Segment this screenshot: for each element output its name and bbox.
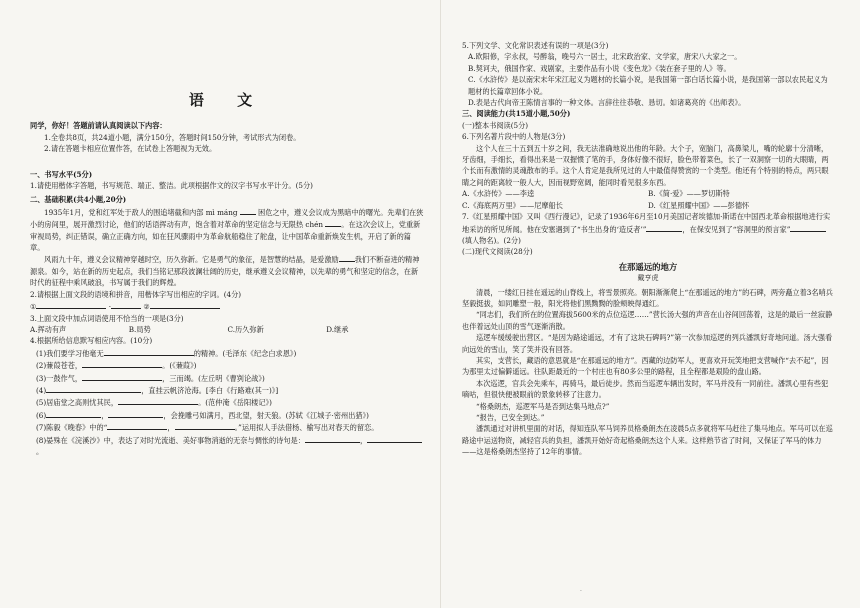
left-column: [30, 0, 425, 457]
subsection-1: (一)整本书阅读(5分): [462, 120, 529, 130]
q6-option-c[interactable]: C.《海底两万里》——尼摩船长: [462, 200, 563, 210]
page-dot: ·: [580, 588, 582, 595]
blank-3[interactable]: [339, 253, 355, 262]
story-paragraph: “报告，已安全到达。”: [476, 413, 545, 422]
blank-1[interactable]: [240, 206, 256, 215]
answer-blank-1[interactable]: [36, 300, 106, 309]
story-paragraph: 清晨，一缕红日挂在遥远的山脊线上，将雪景照亮。朝阳渐渐爬上“在那遥远的地方”的石碑，两旁矗立着3名哨兵坚毅挺拔，如同雕塑一般，阳光将他们黑黝黝的脸颊映得通红。: [462, 287, 833, 308]
greeting: 同学，你好！答题前请认真阅读以下内容：: [30, 121, 167, 131]
question-5: 5.下列文学、文化常识表述有误的一项是(3分): [462, 41, 609, 50]
page-fold: [440, 0, 441, 608]
q5-option-c[interactable]: C.《水浒传》是以南宋末年宋江起义为题材的长篇小说，是我国第一部白话长篇小说，是我国第一部以农民起义为题材的长篇章回体小说。: [468, 75, 828, 96]
answer-blank-1b[interactable]: [111, 300, 141, 309]
recite-4: (4) ，直挂云帆济沧海。[李白《行路难(其一)》]: [36, 385, 279, 395]
question-4: 4.根据所给信息默写相应内容。(10分): [30, 336, 153, 346]
question-6: 6.下列名著片段中的人物是(3分): [462, 132, 566, 142]
story-paragraph: “格桑朗杰，巡逻军马是否到达集马地点?”: [476, 401, 610, 411]
question-3: 3.上面文段中加点词语使用不恰当的一项是(3分): [30, 313, 184, 323]
question-7: 7.《红星照耀中国》又叫《西行漫记》，记录了1936年6月至10月美国记者埃德加·斯诺在中国西北革命根据地进行实地采访的所见所闻。他在安塞遇到了“书生出身的‘造反者’” ，在保安见到了“容洞里的预言家”(填人物名)。(2分): [462, 212, 831, 245]
q6-passage: 这个人在三十五到五十岁之间，我无法准确地说出他的年龄。大个子，宽脑门，高鼻梁儿，嘴的轮廓十分清晰，牙齿细，手细长，看得出来是一双握惯了笔的手，身体好像不很好，脸色带着菜色，长了一双洞察一切的大眼睛，两个长而有激情的灵魂散布的手。这个人肯定是我所见过的人中最值得赞赏的一个类型。他还有个特别的特点，两只眼睛之间的距离较一般人大，因而视野宽阔，能同时看见很多东西。: [462, 143, 829, 187]
story-paragraph: 潘凯通过对讲机里面的对话，得知连队军马饲养员格桑朗杰在凌晨5点多就将军马赶往了集马地点。军马可以在巡路途中运送物资，减轻官兵的负担，潘凯开始好奇起格桑朗杰这个人来。这样熟节省了时间，又保证了军马的体力——这是格桑朗杰坚持了12年的事情。: [462, 424, 833, 457]
page-title: 语 文: [188, 91, 267, 109]
q6-option-b[interactable]: B.《简·爱》——罗切斯特: [648, 189, 730, 199]
option-d[interactable]: D.继承: [326, 324, 349, 334]
question-3-options: [30, 324, 425, 335]
story-title: 在那遥远的地方: [618, 261, 678, 272]
story-paragraph: “同志们，我们所在的位置海拔5600米的点位巡逻……”营长汤大强的声音在山谷间回荡着，这是的最后一丝寂静也伴着远处山顶的雪气逐渐消散。: [462, 310, 833, 331]
recite-6: (6) ， ，会挽雕弓如满月，西北望，射天狼。(苏轼《江城子·密州出猎》): [36, 410, 369, 420]
question-1: 1.请使用楷体字答题，书写规范、端正、整洁。此项根据作文的汉字书写水平计分。(5分): [30, 181, 313, 191]
notice-2: 2.请在答题卡相应位置作答，在试卷上答题视为无效。: [44, 144, 217, 154]
q6-options-row2: [462, 200, 834, 211]
question-2-blanks: ① · ②: [30, 300, 425, 312]
option-a[interactable]: A.挥动有声: [30, 324, 67, 334]
question-2: 2.请根据上面文段的语境和拼音，用楷体字写出相应的字词。(4分): [30, 289, 242, 299]
q5-option-d[interactable]: D.表是古代向帝王陈情言事的一种文体。言辞往往恭敬、恳切。如诸葛亮的《出师表》。: [468, 98, 746, 108]
recite-5: (5)居庙堂之高则忧其民， 。(范仲淹《岳阳楼记》): [36, 398, 272, 408]
q5-option-b[interactable]: B.契诃夫，俄国作家、戏剧家，主要作品有小说《变色龙》《装在套子里的人》等。: [468, 63, 731, 73]
q5-option-a[interactable]: A.欧阳修，字永叔，号醉翁，晚号六一居士，北宋政治家、文学家，唐宋八大家之一。: [468, 52, 742, 62]
option-b[interactable]: B.局势: [128, 324, 151, 334]
blank-2[interactable]: [325, 218, 341, 227]
q6-options-row1: [462, 188, 834, 199]
story-author: 戴亨虎: [637, 274, 659, 283]
story-paragraph: 巡逻车缓缓驶出营区。“是因为路途遥远，才有了这块石碑吗?”第一次参加巡逻的列兵潘凯好奇地问道。汤大强看向远处的雪山，笑了笑并没有回答。: [462, 333, 833, 354]
option-c[interactable]: C.历久弥新: [227, 324, 264, 334]
answer-blank-2[interactable]: [150, 300, 220, 309]
section-2-heading: 二、基础积累(共4小题,20分): [30, 195, 127, 205]
passage-paragraph-1: 1935年1月，党和红军处于敌人的围追堵截和内部 mì máng 困危之中，遵义会议成为黑暗中的曙光。先辈们在狭小的房间里，展开激烈讨论，他们的话语挥动有声，饱含着对革命的坚定信念与无限热 chén 。在这次会议上，党重新审视局势，纠正错误，确立正确方向，如在狂风骤雨中为革命航船稳住了舵盘，让中国革命重新焕发生机，开启了新的篇章。: [30, 207, 424, 253]
story-paragraph: 本次巡逻，官兵会先乘车，再骑马，最后徒步。然而当巡逻车辆出发时，军马并没有一同前往。潘凯心里有些犯嘀咕，但很快便被眼前的景象转移了注意力。: [462, 378, 829, 400]
recite-2: (2)蒹葭苍苍， 。(《蒹葭》): [36, 361, 197, 371]
recite-3: (3)一鼓作气， ，三而竭。(左丘明《曹刿论战》): [36, 373, 265, 383]
q6-option-d[interactable]: D.《红星照耀中国》——彭德怀: [648, 200, 750, 210]
q6-option-a[interactable]: A.《水浒传》——李逵: [462, 189, 535, 199]
section-1-heading: 一、书写水平(5分): [30, 169, 93, 179]
subsection-2: (二)现代文阅读(28分): [462, 247, 533, 257]
recite-8: (8)晏殊在《浣溪沙》中，表达了对时光流逝、美好事物消逝的无奈与惆怅的诗句是： ，。: [30, 434, 425, 458]
notice-1: 1.全卷共8页，共24道小题，满分150分，答题时间150分钟，考试形式为闭卷。: [44, 132, 301, 142]
right-column: [462, 40, 834, 458]
recite-7: (7)陈毅《晚春》中的“ ， 。”运用拟人手法借杨、榆写出对春天的留恋。: [36, 423, 379, 433]
section-3-heading: 三、阅读能力(共15道小题,50分): [462, 109, 571, 119]
passage-paragraph-2: 风雨九十年，遵义会议精神穿越时空，历久弥新。它是勇气的象征，是智慧的结晶，是爱激励 我们不断奋进的精神源泉。如今，站在新的历史起点，我们当铭记那段波澜壮阔的历史，继承遵义会议精神，以先辈的勇气和坚定的信念，在新时代的征程中乘风破浪，书写属于我们的辉煌。: [30, 255, 420, 288]
q7-blank-1[interactable]: [646, 223, 682, 232]
story-paragraph: 其实，支营长，藏语的意思就是“在那遥远的地方”。西藏的边防军人，更喜欢开玩笑地把支营喊作“去不起”，因为那里太过偏僻遥远。往队距最近的一个村庄也有80多公里的路程，且全程都是艰险的盘山路。: [462, 355, 829, 377]
q7-blank-2[interactable]: [790, 223, 826, 232]
recite-1: (1)我们要学习他毫无 的精神。(毛泽东《纪念白求恩》): [36, 348, 297, 358]
